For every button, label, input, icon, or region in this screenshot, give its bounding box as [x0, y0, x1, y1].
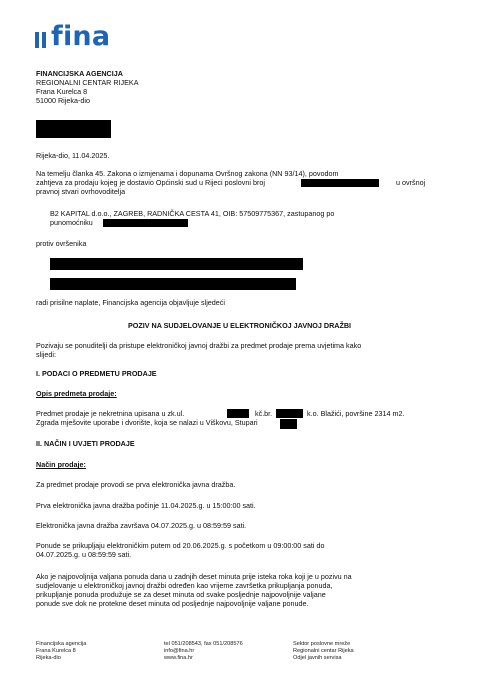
- intro-line-2a: zahtjeva za prodaju kojeg je dostavio Općinski sud u Rijeci poslovni broj: [36, 178, 265, 187]
- invite-line-1: Pozivaju se ponuditelji da pristupe elektroničkoj javnoj dražbi za predmet prodaje prema uvjetima kako: [36, 341, 362, 350]
- property-line-1c: k.o. Blažići, površine 2314 m2.: [307, 409, 405, 418]
- footer-col3-line1: Sektor poslovne mreže: [293, 641, 351, 647]
- footer-col3-line3: Odjel javnih servisa: [293, 655, 342, 661]
- redaction-attorney: [103, 219, 188, 227]
- auction-start-line: Prva elektronička javna dražba počinje 11.04.2025.g. u 15:00:00 sati.: [36, 501, 256, 510]
- offers-line-1: Ponude se prikupljaju elektroničkim putem od 20.06.2025.g. s početkom u 09:00:00 sati do: [36, 541, 325, 550]
- redaction-debtor-2: [50, 278, 296, 290]
- extension-line-4: ponude sve dok ne protekne deset minuta od posljednje najpovoljnije valjane ponude.: [36, 599, 309, 608]
- intro-line-2b: u ovršnoj: [396, 178, 426, 187]
- section-2-subheading: Način prodaje:: [36, 460, 86, 469]
- date-line: Rijeka-dio, 11.04.2025.: [36, 151, 110, 160]
- logo-bars-icon: [35, 26, 46, 48]
- offers-line-2: 04.07.2025.g. u 08:59:59 sati.: [36, 550, 132, 559]
- invite-line-2: slijedi:: [36, 350, 56, 359]
- redaction-recipient: [36, 120, 111, 138]
- against-label: protiv ovršenika: [36, 239, 87, 248]
- creditor-line-2: punomoćniku: [50, 218, 93, 227]
- sender-street: Frana Kurelca 8: [36, 87, 88, 96]
- section-1-subheading: Opis predmeta prodaje:: [36, 389, 117, 398]
- extension-line-2: sudjelovanje u elektroničkoj javnoj dražbi određen kao vrijeme završetka prikupljanja ponuda,: [36, 581, 333, 590]
- redaction-debtor-1: [50, 258, 303, 270]
- property-line-1a: Predmet prodaje je nekretnina upisana u zk.ul.: [36, 409, 185, 418]
- redaction-address: [280, 419, 297, 429]
- extension-line-3: prikupljanje ponuda produžuje se za deset minuta od svake posljednje najpovoljnije valjane: [36, 590, 326, 599]
- section-1-heading: I. PODACI O PREDMETU PRODAJE: [36, 369, 157, 378]
- footer-website: www.fina.hr: [164, 655, 193, 661]
- footer-col1-line1: Financijska agencija: [36, 641, 87, 647]
- sale-method-line: Za predmet prodaje provodi se prva elektronička javna dražba.: [36, 480, 236, 489]
- section-2-heading: II. NAČIN I UVJETI PRODAJE: [36, 439, 135, 448]
- extension-line-1: Ako je najpovoljnija valjana ponuda dana u zadnjih deset minuta prije isteka roka koji je u pozivu na: [36, 572, 352, 581]
- sender-unit: REGIONALNI CENTAR RIJEKA: [36, 78, 139, 87]
- property-line-1b: kč.br.: [255, 409, 273, 418]
- footer-col3-line2: Regionalni centar Rijeka: [293, 648, 354, 654]
- footer-email: info@fina.hr: [164, 648, 195, 654]
- sender-city: 51000 Rijeka-dio: [36, 96, 90, 105]
- intro-line-3: pravnoj stvari ovrhovoditelja: [36, 187, 126, 196]
- footer-phone: tel 051/208543, fax 051/208576: [164, 641, 243, 647]
- property-line-2: Zgrada mješovite uporabe i dvorište, koja se nalazi u Viškovu, Stupari: [36, 418, 258, 427]
- footer-col1-line2: Frana Kurelca 8: [36, 648, 76, 654]
- footer-col1-line3: Rijeka-dio: [36, 655, 61, 661]
- intro-line-1: Na temelju članka 45. Zakona o izmjenama i dopunama Ovršnog zakona (NN 93/14), povodom: [36, 169, 339, 178]
- sender-name: FINANCIJSKA AGENCIJA: [36, 69, 123, 78]
- fina-logo: [35, 22, 110, 52]
- logo-text: fina: [51, 21, 111, 52]
- main-title: POZIV NA SUDJELOVANJE U ELEKTRONIČKOJ JAVNOJ DRAŽBI: [127, 321, 352, 330]
- redaction-parcel: [276, 409, 303, 418]
- creditor-line-1: B2 KAPITAL d.o.o., ZAGREB, RADNIČKA CESTA 41, OIB: 57509775367, zastupanog po: [50, 209, 335, 218]
- auction-end-line: Elektronička javna dražba završava 04.07.2025.g. u 08:59:59 sati.: [36, 521, 247, 530]
- redaction-case-number: [301, 179, 379, 187]
- publish-line: radi prisilne naplate, Financijska agencija objavljuje sljedeći: [36, 298, 225, 307]
- redaction-land-register: [227, 409, 249, 418]
